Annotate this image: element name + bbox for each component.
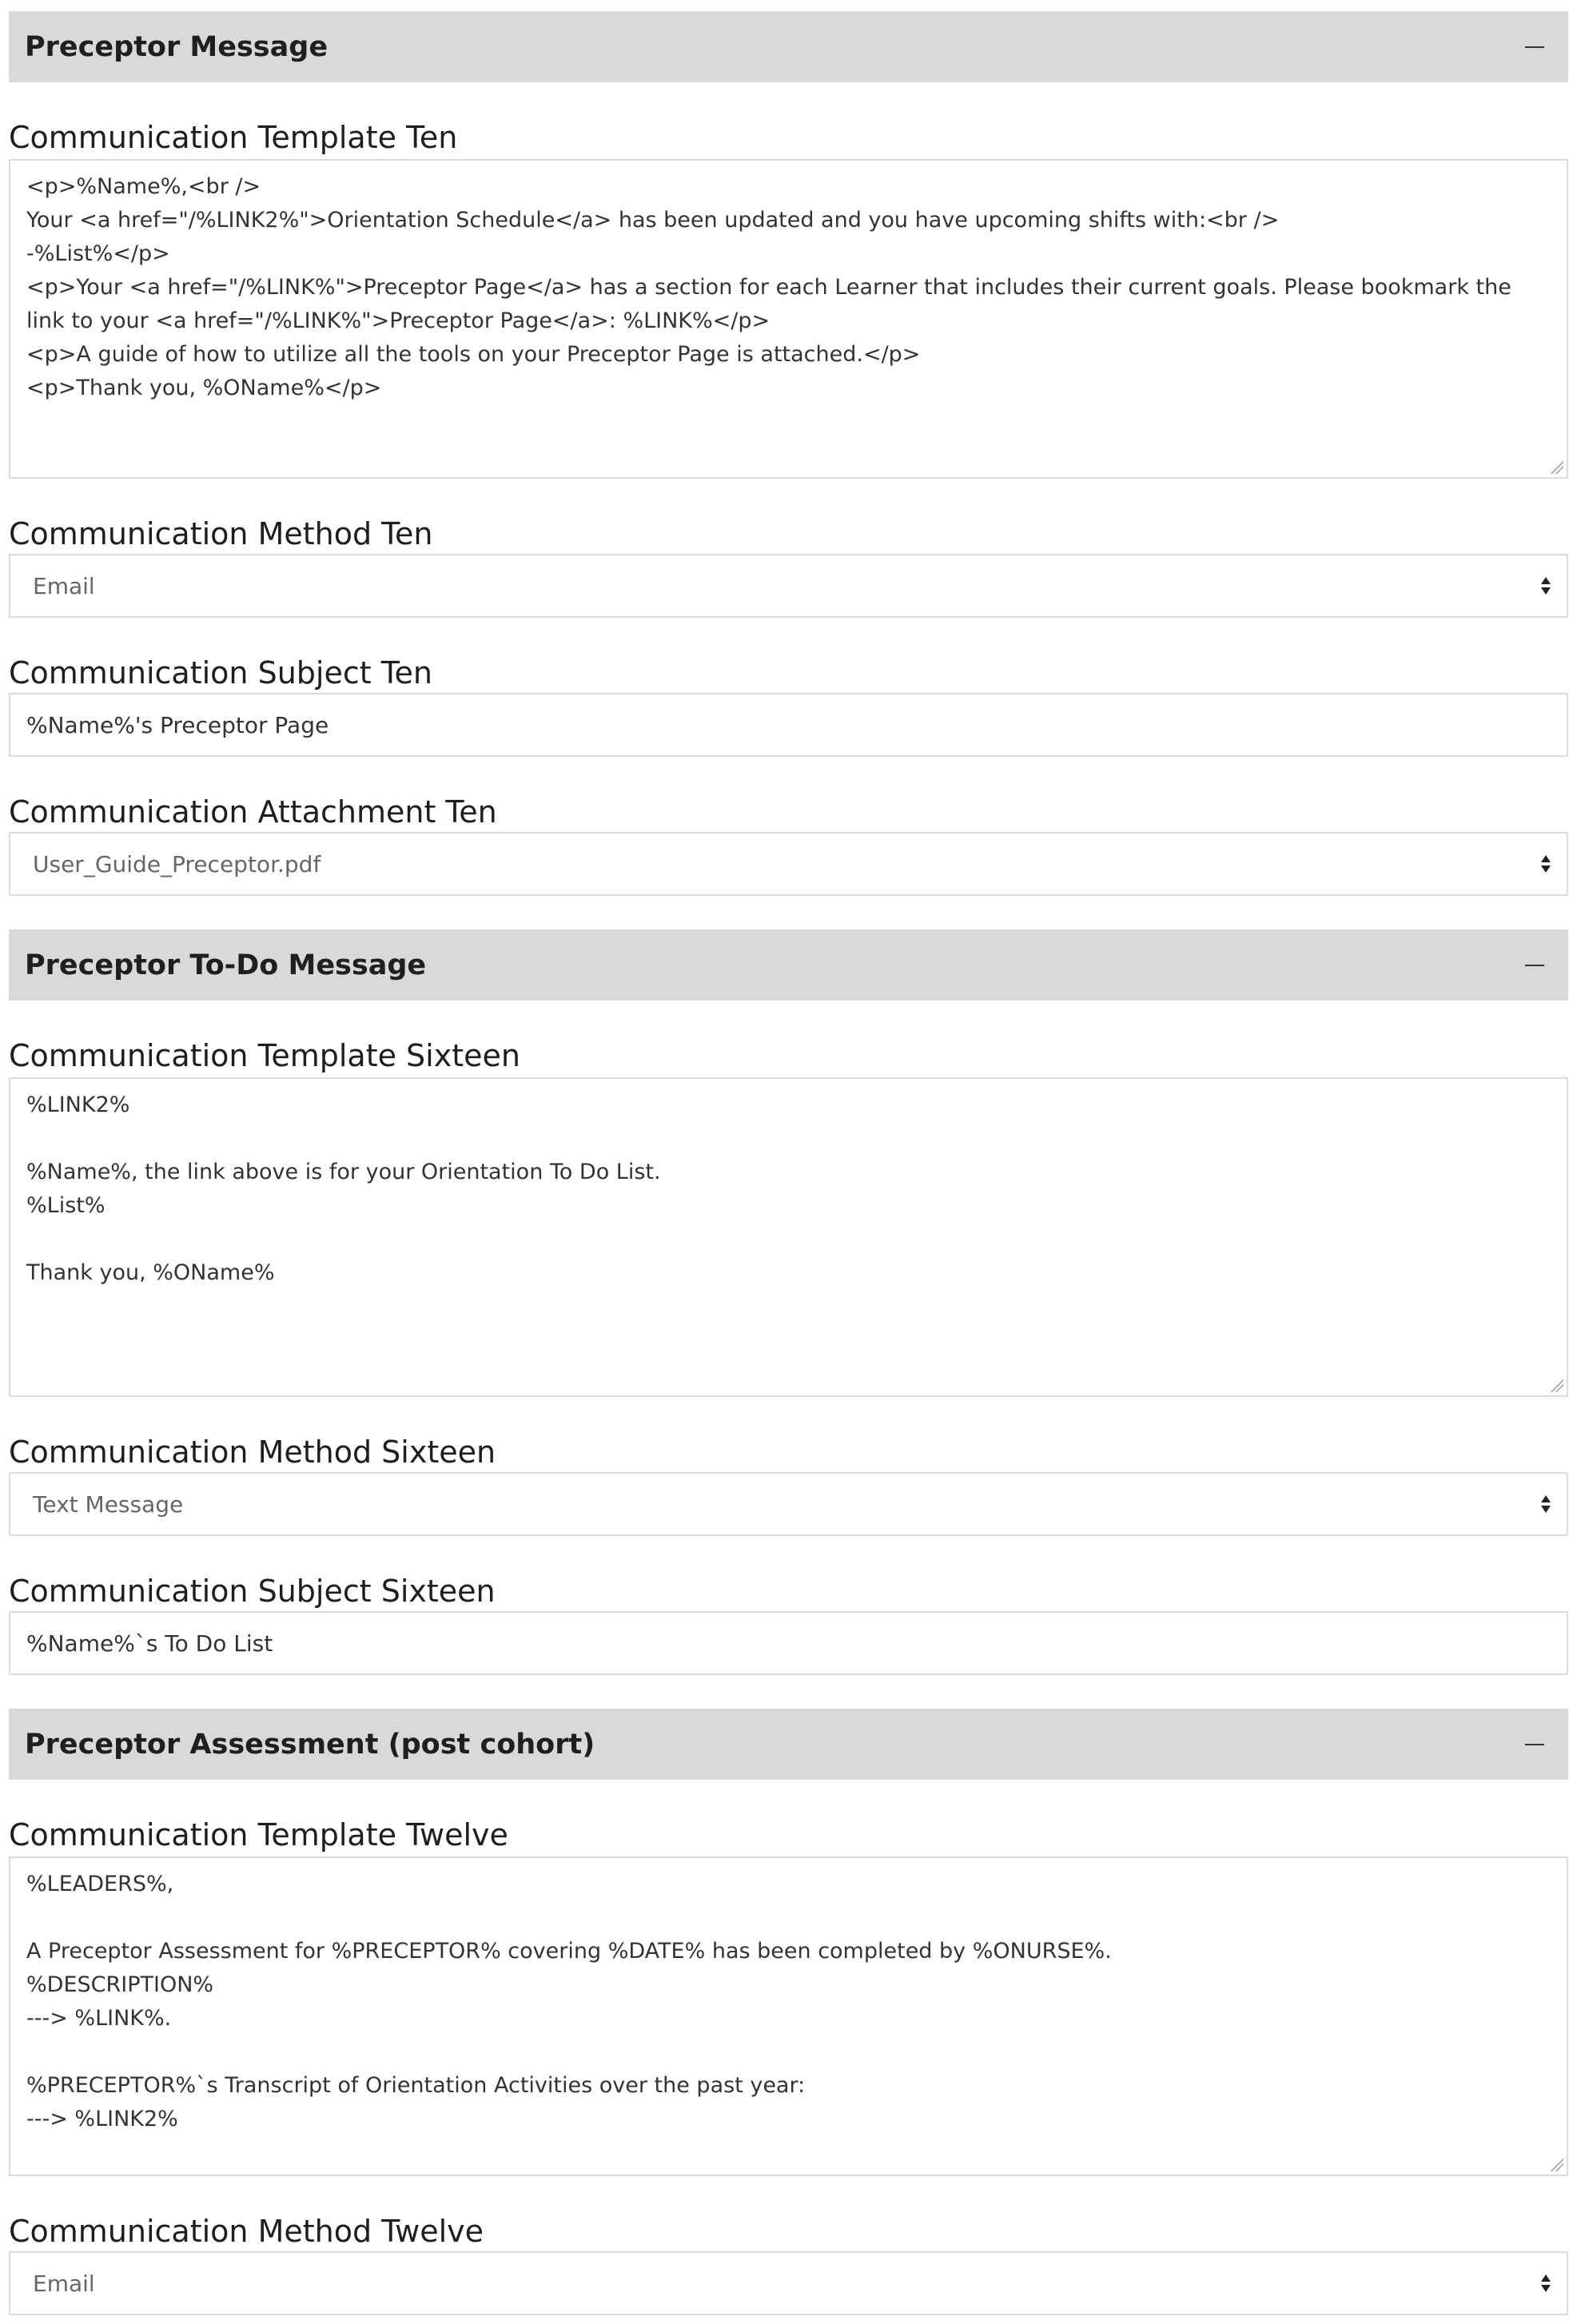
subject-value: %Name%`s To Do List xyxy=(26,1630,273,1657)
template-text: %LINK2% %Name%, the link above is for your Orientation To Do List. %List% Thank you, %OName% xyxy=(26,1092,661,1285)
section-header-preceptor-todo[interactable] xyxy=(9,929,1568,1001)
method-selected-value: Email xyxy=(33,2270,95,2297)
resize-grip-icon[interactable] xyxy=(1549,2157,1563,2171)
template-textarea[interactable] xyxy=(9,159,1568,479)
select-arrows-icon xyxy=(1541,576,1551,595)
subject-label: Communication Subject Sixteen xyxy=(9,1574,496,1609)
resize-grip-icon[interactable] xyxy=(1549,460,1563,474)
select-arrows-icon xyxy=(1541,2274,1551,2293)
method-selected-value: Text Message xyxy=(33,1490,184,1518)
template-label: Communication Template Ten xyxy=(9,120,458,155)
settings-form xyxy=(9,0,1568,2315)
method-selected-value: Email xyxy=(33,572,95,599)
section-title: Preceptor To-Do Message xyxy=(25,949,427,981)
section-title: Preceptor Assessment (post cohort) xyxy=(25,1728,595,1761)
template-label: Communication Template Sixteen xyxy=(9,1038,520,1073)
template-text: %LEADERS%, A Preceptor Assessment for %PRECEPTOR% covering %DATE% has been completed by %ONURSE%. %DESCRIPTION% ---> %LINK%. %PRECEPTOR%`s Transcript of Orientation Activities over the past year: ---> %LINK2% xyxy=(26,1872,1112,2131)
method-label: Communication Method Twelve xyxy=(9,2214,484,2249)
attachment-select[interactable] xyxy=(9,832,1568,896)
select-arrows-icon xyxy=(1541,854,1551,873)
collapse-icon[interactable] xyxy=(1525,46,1544,48)
subject-input[interactable] xyxy=(9,1611,1568,1675)
collapse-icon[interactable] xyxy=(1525,965,1544,966)
template-textarea[interactable] xyxy=(9,1077,1568,1397)
method-label: Communication Method Sixteen xyxy=(9,1435,496,1470)
subject-input[interactable] xyxy=(9,693,1568,757)
section-title: Preceptor Message xyxy=(25,30,329,63)
attachment-label: Communication Attachment Ten xyxy=(9,794,497,830)
select-arrows-icon xyxy=(1541,1494,1551,1514)
template-textarea[interactable] xyxy=(9,1856,1568,2176)
template-label: Communication Template Twelve xyxy=(9,1817,508,1852)
method-select[interactable] xyxy=(9,554,1568,618)
resize-grip-icon[interactable] xyxy=(1549,1378,1563,1392)
method-select[interactable] xyxy=(9,2251,1568,2315)
section-header-preceptor-message[interactable] xyxy=(9,11,1568,82)
collapse-icon[interactable] xyxy=(1525,1744,1544,1745)
subject-value: %Name%'s Preceptor Page xyxy=(26,711,329,738)
attachment-selected-value: User_Guide_Preceptor.pdf xyxy=(33,850,321,877)
subject-label: Communication Subject Ten xyxy=(9,655,432,690)
method-select[interactable] xyxy=(9,1472,1568,1536)
method-label: Communication Method Ten xyxy=(9,516,433,551)
template-text: <p>%Name%,<br /> Your <a href="/%LINK2%">Orientation Schedule</a> has been updated and you have upcoming shifts with:<br /> -%List%</p> <p>Your <a href="/%LINK%">Preceptor Page</a> has a section for each Learner that includes their current goals. Please bookmark the link to your <a href="/%LINK%">Preceptor Page</a>: %LINK%</p> <p>A guide of how to utilize all the tools on your Preceptor Page is attached.</p> <p>Thank you, %OName%</p> xyxy=(26,174,1511,400)
section-header-preceptor-assessment[interactable] xyxy=(9,1709,1568,1780)
